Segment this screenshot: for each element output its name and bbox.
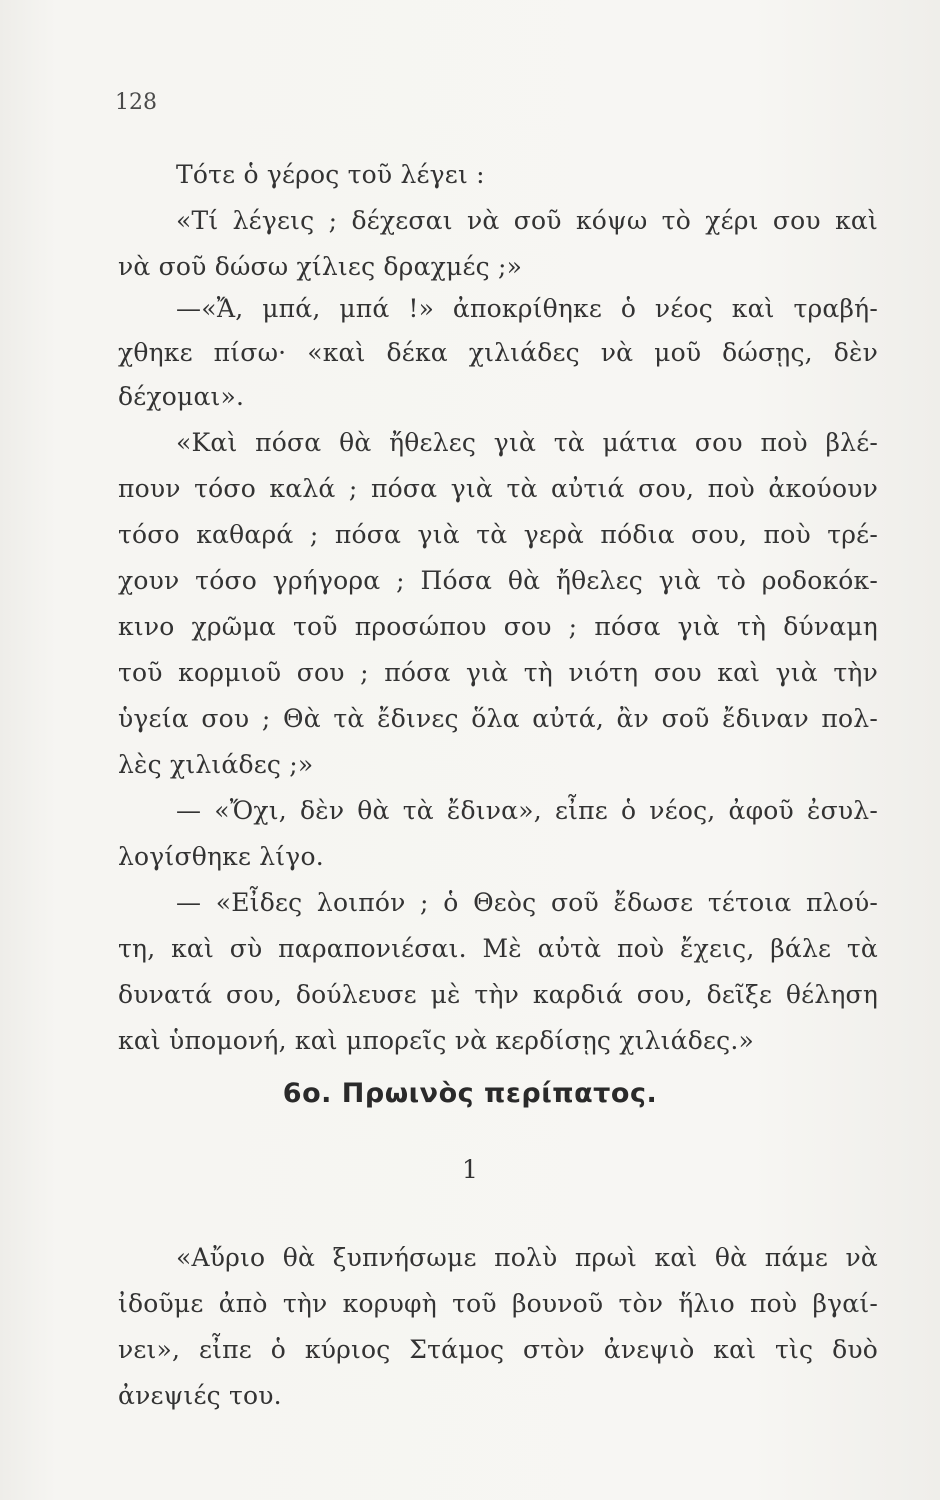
text-line: «Καὶ πόσα θὰ ἤθελες γιὰ τὰ μάτια σου ποὺ βλέ- bbox=[176, 428, 878, 457]
text-line: λογίσθηκε λίγο. bbox=[118, 842, 324, 871]
text-line: τόσο καθαρά ; πόσα γιὰ τὰ γερὰ πόδια σου, ποὺ τρέ- bbox=[118, 520, 878, 549]
text-line: — «Εἶδες λοιπόν ; ὁ Θεὸς σοῦ ἔδωσε τέτοια πλού- bbox=[176, 888, 878, 917]
text-line: ὑγεία σου ; Θὰ τὰ ἔδινες ὅλα αὐτά, ἂν σοῦ ἔδιναν πολ- bbox=[118, 704, 878, 733]
page-number: 128 bbox=[115, 90, 157, 115]
text-line: Τότε ὁ γέρος τοῦ λέγει : bbox=[176, 160, 485, 189]
text-line: χθηκε πίσω· «καὶ δέκα χιλιάδες νὰ μοῦ δώσῃς, δὲν bbox=[118, 338, 878, 367]
text-line: χουν τόσο γρήγορα ; Πόσα θὰ ἤθελες γιὰ τὸ ροδοκόκ- bbox=[118, 566, 878, 595]
text-line: τοῦ κορμιοῦ σου ; πόσα γιὰ τὴ νιότη σου καὶ γιὰ τὴν bbox=[118, 658, 878, 687]
text-line: πουν τόσο καλά ; πόσα γιὰ τὰ αὐτιά σου, ποὺ ἀκούουν bbox=[118, 474, 878, 503]
section-number: 1 bbox=[462, 1155, 478, 1184]
text-line: δέχομαι». bbox=[118, 382, 245, 411]
section-heading: 6ο. Πρωινὸς περίπατος. bbox=[282, 1078, 658, 1109]
text-line: «Αὔριο θὰ ξυπνήσωμε πολὺ πρωὶ καὶ θὰ πάμε νὰ bbox=[176, 1243, 878, 1272]
text-line: ἰδοῦμε ἀπὸ τὴν κορυφὴ τοῦ βουνοῦ τὸν ἥλιο ποὺ βγαί- bbox=[118, 1289, 878, 1318]
text-line: κινο χρῶμα τοῦ προσώπου σου ; πόσα γιὰ τὴ δύναμη bbox=[118, 612, 878, 641]
text-line: — «Ὄχι, δὲν θὰ τὰ ἔδινα», εἶπε ὁ νέος, ἀφοῦ ἐσυλ- bbox=[176, 796, 878, 825]
text-line: «Τί λέγεις ; δέχεσαι νὰ σοῦ κόψω τὸ χέρι σου καὶ bbox=[176, 206, 878, 235]
text-line: λὲς χιλιάδες ;» bbox=[118, 750, 314, 779]
text-line: καὶ ὑπομονή, καὶ μπορεῖς νὰ κερδίσῃς χιλιάδες.» bbox=[118, 1026, 754, 1055]
text-line: ἀνεψιές του. bbox=[118, 1381, 282, 1410]
text-line: —«Ἄ, μπά, μπά !» ἀποκρίθηκε ὁ νέος καὶ τραβή- bbox=[176, 294, 878, 323]
text-line: νὰ σοῦ δώσω χίλιες δραχμές ;» bbox=[118, 252, 523, 281]
text-line: τη, καὶ σὺ παραπονιέσαι. Μὲ αὐτὰ ποὺ ἔχεις, βάλε τὰ bbox=[118, 934, 878, 963]
text-line: δυνατά σου, δούλευσε μὲ τὴν καρδιά σου, δεῖξε θέληση bbox=[118, 980, 878, 1009]
text-line: νει», εἶπε ὁ κύριος Στάμος στὸν ἀνεψιὸ καὶ τὶς δυὸ bbox=[118, 1335, 878, 1364]
